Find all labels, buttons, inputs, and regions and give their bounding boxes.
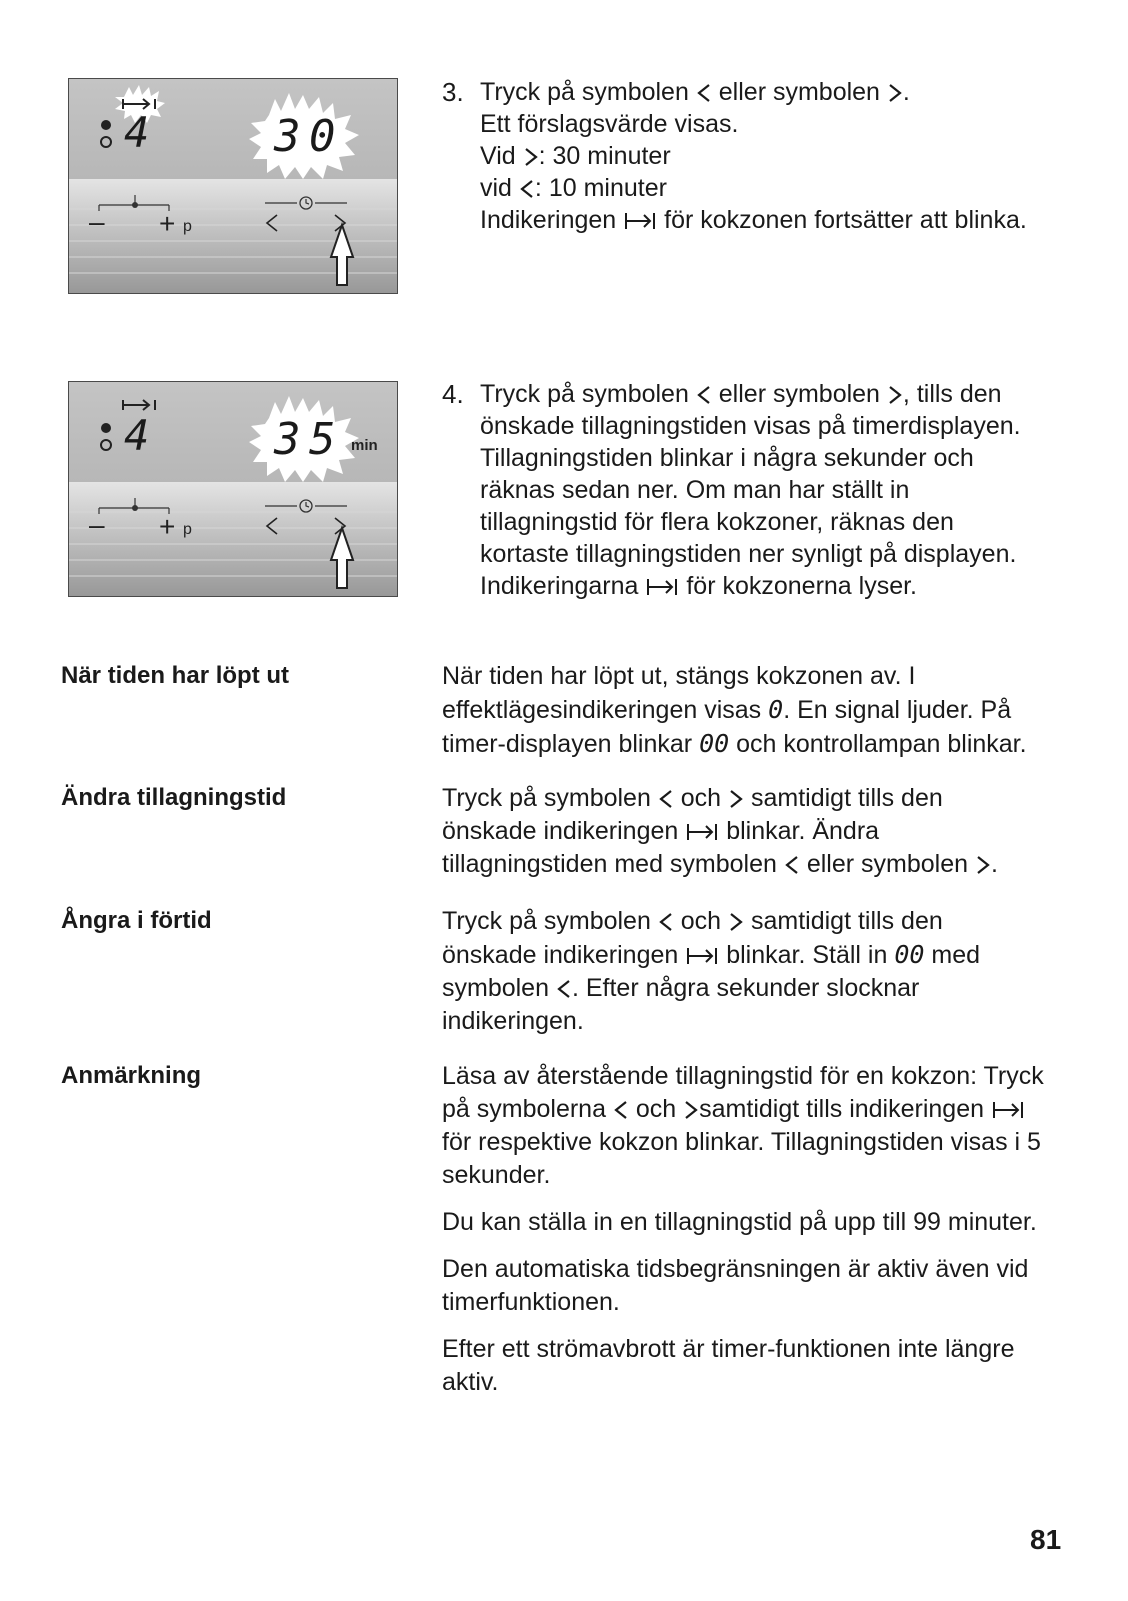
text: Efter ett strömavbrott är timer-funktionen inte längre: [442, 1335, 1015, 1363]
text: eller symbolen: [718, 380, 880, 408]
step-number: 4.: [442, 379, 464, 409]
text: Indikeringarna: [480, 572, 639, 600]
text: : 30 minuter: [538, 142, 671, 170]
text: för kokzonen fortsätter att blinka.: [664, 206, 1027, 234]
text: kortaste tillagningstiden ner synligt på displayen.: [480, 540, 1017, 568]
chevron-right-icon: [887, 385, 903, 405]
text: indikeringen.: [442, 1007, 584, 1035]
chevron-left-icon: [696, 385, 712, 405]
text: . En signal ljuder. På: [783, 696, 1012, 724]
plus-button[interactable]: +: [159, 511, 176, 542]
text: .: [990, 850, 998, 878]
text: samtidigt tills den: [751, 907, 943, 935]
text: räknas sedan ner. Om man har ställt in: [480, 476, 910, 504]
text: effektlägesindikeringen visas: [442, 696, 762, 724]
chevron-right-icon: [683, 1100, 699, 1120]
minus-button[interactable]: –: [89, 509, 105, 540]
chevron-left-icon: [556, 979, 572, 999]
text: och: [635, 1095, 677, 1123]
text: Indikeringen: [480, 206, 617, 234]
plus-button[interactable]: +: [159, 208, 176, 239]
text: eller symbolen: [806, 850, 969, 878]
text: och: [680, 907, 722, 935]
text: timer-displayen blinkar: [442, 730, 693, 758]
timer-digit-2: 5: [309, 414, 336, 465]
text: blinkar. Ställ in: [726, 941, 888, 969]
section-heading: Ångra i förtid: [61, 907, 212, 934]
text: tillagningstiden med symbolen: [442, 850, 777, 878]
chevron-left-icon: [658, 789, 674, 809]
temperature-icon: [132, 505, 138, 511]
zone-indicator-dot-filled: [101, 423, 111, 433]
chevron-right-icon: [728, 912, 744, 932]
timer-end-icon: [645, 577, 679, 597]
text: .: [902, 78, 910, 106]
text: sekunder.: [442, 1161, 551, 1189]
segment-display-symbol: 00: [894, 940, 925, 969]
chevron-right-icon: [523, 147, 539, 167]
chevron-right-icon: [728, 789, 744, 809]
text: önskade indikeringen: [442, 941, 679, 969]
section-heading: Ändra tillagningstid: [61, 784, 287, 811]
timer-digit-1: 3: [274, 414, 301, 465]
segment-display-symbol: 0: [768, 695, 784, 724]
chevron-left-icon: [613, 1100, 629, 1120]
section-text: [442, 660, 1082, 761]
segment-display-symbol: 00: [699, 729, 730, 758]
text: med: [931, 941, 981, 969]
section-text: [442, 905, 1082, 1038]
text: Tryck på symbolen: [480, 380, 689, 408]
text: för kokzonerna lyser.: [686, 572, 918, 600]
text: och: [680, 784, 722, 812]
timer-digit-2: 0: [309, 111, 336, 162]
text: Du kan ställa in en tillagningstid på upp till 99 minuter.: [442, 1208, 1037, 1236]
text: vid: [480, 174, 512, 202]
text: Tryck på symbolen: [442, 784, 651, 812]
text: samtidigt tills indikeringen: [699, 1095, 985, 1123]
section-heading: Anmärkning: [61, 1062, 202, 1089]
text: Tryck på symbolen: [442, 907, 651, 935]
text: När tiden har löpt ut, stängs kokzonen av. I: [442, 662, 916, 690]
text: Tryck på symbolen: [480, 78, 689, 106]
text: Ett förslagsvärde visas.: [480, 110, 739, 138]
text: önskade tillagningstiden visas på timerdisplayen.: [480, 412, 1021, 440]
timer-end-icon: [685, 822, 719, 842]
text: symbolen: [442, 974, 549, 1002]
timer-end-icon: [991, 1100, 1025, 1120]
timer-digit-1: 3: [274, 111, 301, 162]
text: tillagningstid för flera kokzoner, räknas den: [480, 508, 954, 536]
timer-unit-label: min: [351, 437, 378, 454]
zone-level-display: 4: [124, 411, 150, 460]
text: Den automatiska tidsbegränsningen är aktiv även vid: [442, 1255, 1029, 1283]
control-panel-figure-2: [68, 381, 398, 597]
temperature-icon: [132, 202, 138, 208]
section-heading: När tiden har löpt ut: [61, 662, 289, 689]
text: Tillagningstiden blinkar i några sekunder och: [480, 444, 974, 472]
text: önskade indikeringen: [442, 817, 679, 845]
text: eller symbolen: [718, 78, 880, 106]
chevron-left-icon: [658, 912, 674, 932]
text: timerfunktionen.: [442, 1288, 620, 1316]
text: blinkar. Ändra: [726, 817, 880, 845]
chevron-left-icon: [696, 83, 712, 103]
text: och kontrollampan blinkar.: [736, 730, 1027, 758]
zone-level-display: 4: [124, 108, 150, 157]
chevron-left-icon: [519, 179, 535, 199]
page-number: 81: [1030, 1524, 1062, 1555]
chevron-right-icon: [975, 855, 991, 875]
section-text: [442, 782, 1082, 881]
text: Vid: [480, 142, 516, 170]
minus-button[interactable]: –: [89, 206, 105, 237]
text: : 10 minuter: [534, 174, 667, 202]
text: aktiv.: [442, 1368, 499, 1396]
step-3: [442, 76, 1082, 236]
power-boost-label: p: [183, 218, 192, 235]
timer-end-icon: [623, 211, 657, 231]
power-boost-label: p: [183, 521, 192, 538]
text: , tills den: [902, 380, 1002, 408]
control-panel-figure-1: [68, 78, 398, 294]
text: samtidigt tills den: [751, 784, 943, 812]
text: Läsa av återstående tillagningstid för en kokzon: Tryck: [442, 1062, 1044, 1090]
text: för respektive kokzon blinkar. Tillagningstiden visas i 5: [442, 1128, 1041, 1156]
step-4: [442, 378, 1082, 602]
text: . Efter några sekunder slocknar: [571, 974, 920, 1002]
step-number: 3.: [442, 77, 464, 107]
chevron-left-icon: [784, 855, 800, 875]
text: på symbolerna: [442, 1095, 606, 1123]
section-text: [442, 1060, 1082, 1399]
chevron-right-icon: [887, 83, 903, 103]
zone-indicator-dot-filled: [101, 120, 111, 130]
timer-end-icon: [685, 946, 719, 966]
